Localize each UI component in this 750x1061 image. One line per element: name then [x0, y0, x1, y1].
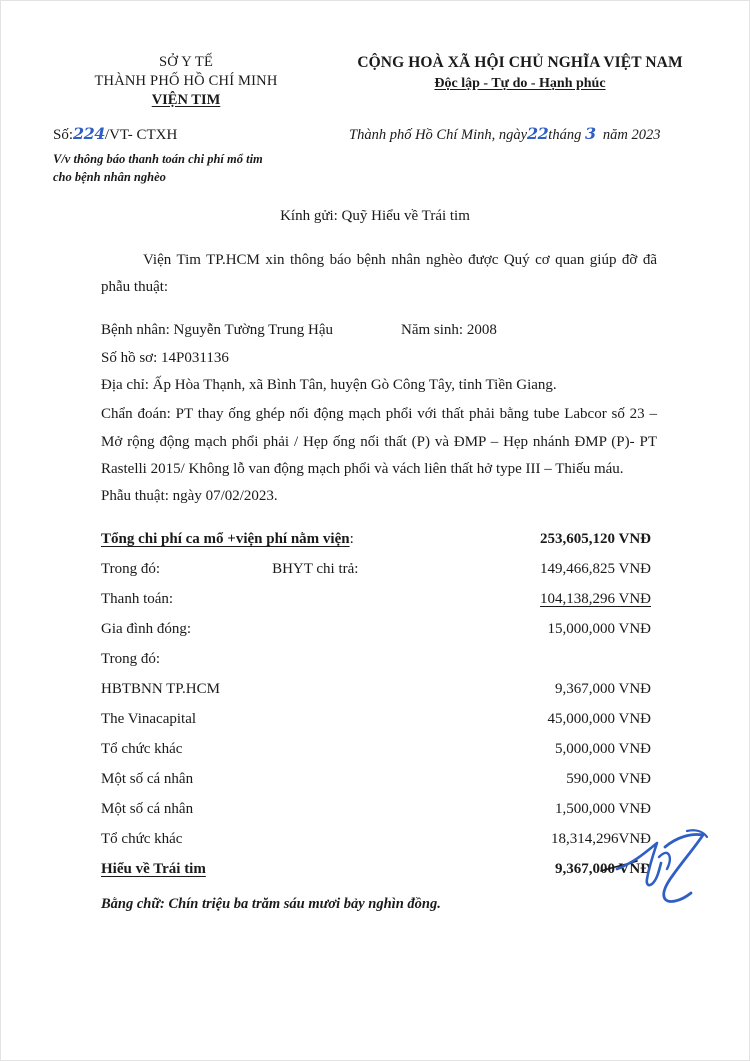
cost-row-amount-text: 9,367,000 VNĐ	[555, 861, 651, 878]
cost-row-label-text: Gia đình đóng:	[101, 621, 191, 638]
document-number	[53, 124, 331, 144]
patient-file-value: 14P031136	[161, 349, 229, 366]
recipient-line: Kính gửi: Quỹ Hiểu về Trái tim	[280, 207, 470, 224]
cost-breakdown-table	[1, 510, 749, 884]
date-month-handwritten: 3	[584, 123, 596, 143]
cost-row	[101, 704, 657, 734]
issuing-organization	[41, 53, 331, 110]
cost-row	[101, 644, 657, 674]
patient-diagnosis-row	[101, 401, 657, 483]
cost-row	[101, 614, 657, 644]
cost-row-label	[101, 764, 479, 794]
cost-row-label	[101, 704, 479, 734]
issue-date-line	[349, 124, 709, 144]
cost-row-label	[101, 614, 479, 644]
cost-row-amount-text: 590,000 VNĐ	[566, 771, 651, 788]
amount-in-words	[1, 884, 749, 913]
intro-paragraph: Viện Tim TP.HCM xin thông báo bệnh nhân nghèo được Quý cơ quan giúp đỡ đã phẫu thuật:	[101, 251, 657, 296]
cost-row-amount-text: 1,500,000 VNĐ	[555, 801, 651, 818]
patient-diagnosis-label: Chẩn đoán:	[101, 406, 171, 423]
cost-row-amount	[479, 614, 657, 644]
document-number-prefix: Số:	[53, 126, 74, 143]
cost-row-label	[101, 554, 479, 584]
cost-row	[101, 524, 657, 554]
date-day-handwritten: 22	[527, 123, 549, 143]
cost-row-label-text: HBTBNN TP.HCM	[101, 681, 220, 698]
national-motto: Độc lập - Tự do - Hạnh phúc	[434, 76, 606, 92]
amount-in-words-value: Chín triệu ba trăm sáu mươi bảy nghìn đồng.	[168, 896, 441, 913]
cost-row-label	[101, 734, 479, 764]
patient-name-label: Bệnh nhân:	[101, 322, 170, 339]
cost-row-amount-text: 104,138,296 VNĐ	[540, 591, 651, 608]
patient-name-value: Nguyễn Tường Trung Hậu	[173, 322, 334, 339]
date-month-prefix: tháng	[548, 126, 582, 143]
patient-address-value: Ấp Hòa Thạnh, xã Bình Tân, huyện Gò Công Tây, tỉnh Tiền Giang.	[152, 376, 557, 393]
cost-row	[101, 764, 657, 794]
cost-row-amount-text: 5,000,000 VNĐ	[555, 741, 651, 758]
cost-row-amount	[479, 734, 657, 764]
patient-information	[101, 317, 657, 510]
patient-birthyear-cell	[401, 317, 497, 344]
cost-row-label	[101, 794, 479, 824]
patient-address-row	[101, 372, 657, 399]
cost-row-amount-text: 253,605,120 VNĐ	[540, 531, 651, 548]
cost-row-amount	[479, 854, 657, 884]
cost-row-amount	[479, 554, 657, 584]
cost-row	[101, 554, 657, 584]
patient-address-label: Địa chỉ:	[101, 376, 149, 393]
document-header	[1, 1, 749, 110]
cost-row-label	[101, 644, 479, 674]
document-number-and-date-row	[1, 110, 749, 144]
cost-row-label	[101, 824, 479, 854]
cost-row-amount	[479, 524, 657, 554]
cost-row-label-text: Hiểu về Trái tim	[101, 861, 206, 878]
cost-row	[101, 794, 657, 824]
cost-row-amount-text: 9,367,000 VNĐ	[555, 681, 651, 698]
document-number-suffix: /VT- CTXH	[104, 126, 178, 143]
subject-line-2: cho bệnh nhân nghèo	[53, 169, 166, 184]
cost-row-amount	[479, 824, 657, 854]
cost-row-amount-text: 15,000,000 VNĐ	[547, 621, 651, 638]
cost-row-amount	[479, 704, 657, 734]
cost-row-amount-text: 149,466,825 VNĐ	[540, 561, 651, 578]
document-body	[1, 225, 749, 511]
cost-row	[101, 824, 657, 854]
patient-name-cell	[101, 317, 401, 344]
cost-row-label	[101, 674, 479, 704]
cost-row-amount	[479, 584, 657, 614]
date-place-prefix: Thành phố Hồ Chí Minh, ngày	[349, 126, 528, 143]
surgery-date-row	[101, 483, 657, 510]
cost-row	[101, 674, 657, 704]
cost-row	[101, 734, 657, 764]
cost-row-label	[101, 524, 479, 554]
date-year-value: 2023	[631, 126, 661, 143]
patient-birthyear-value: 2008	[466, 322, 497, 339]
date-year-prefix: năm	[602, 126, 628, 143]
patient-diagnosis-value: PT thay ống ghép nối động mạch phổi với thất phải bằng tube Labcor số 23 – Mở rộng động mạch phổi phải / Hẹp ống nối thất (P) và ĐMP – Hẹp nhánh ĐMP (P)- PT Rastelli 2015/ Không lỗ van động mạch phổi và vách liên thất hở type III – Thiếu máu.	[101, 406, 657, 477]
surgery-date-label: Phẫu thuật:	[101, 488, 169, 505]
cost-row-label-suffix: :	[349, 531, 354, 548]
patient-file-label: Số hồ sơ:	[101, 349, 158, 366]
cost-row-label-text: Tổ chức khác	[101, 741, 183, 758]
cost-row-label-text: Một số cá nhân	[101, 801, 194, 818]
patient-file-row	[101, 345, 657, 372]
cost-row-label-text: Trong đó:	[101, 651, 161, 668]
cost-row-amount-text: 45,000,000 VNĐ	[547, 711, 651, 728]
cost-row-label-text: Thanh toán:	[101, 591, 174, 608]
document-number-block	[41, 124, 331, 144]
document-number-handwritten: 224	[73, 123, 105, 143]
cost-row-amount	[479, 674, 657, 704]
cost-row-amount-text: 18,314,296VNĐ	[551, 831, 651, 848]
cost-row-label-text: Trong đó:	[101, 561, 161, 578]
cost-row-label	[101, 584, 479, 614]
cost-row-amount	[479, 764, 657, 794]
cost-row-label-text: Tổng chi phí ca mổ +viện phí nằm viện	[101, 531, 350, 548]
cost-row	[101, 854, 657, 884]
surgery-date-value: ngày 07/02/2023.	[172, 488, 278, 505]
cost-row	[101, 584, 657, 614]
national-title: CỘNG HOÀ XÃ HỘI CHỦ NGHĨA VIỆT NAM	[357, 54, 683, 71]
cost-row-label-text: Tổ chức khác	[101, 831, 183, 848]
national-heading	[331, 53, 709, 110]
amount-in-words-label: Bằng chữ:	[101, 896, 165, 913]
cost-row-label	[101, 854, 479, 884]
org-line-city: THÀNH PHỐ HỒ CHÍ MINH	[94, 72, 278, 89]
patient-birthyear-label: Năm sinh:	[401, 322, 464, 339]
document-subject	[1, 144, 749, 186]
patient-name-row	[101, 317, 657, 344]
org-line-department: SỞ Y TẾ	[158, 54, 214, 70]
date-block	[331, 124, 709, 144]
org-line-institute: VIỆN TIM	[151, 91, 221, 108]
cost-row-sublabel-text: BHYT chi trả:	[272, 561, 359, 578]
cost-row-label-text: The Vinacapital	[101, 711, 197, 728]
cost-row-amount	[479, 794, 657, 824]
subject-line-1: V/v thông báo thanh toán chi phí mổ tim	[53, 151, 263, 166]
cost-row-label-text: Một số cá nhân	[101, 771, 194, 788]
